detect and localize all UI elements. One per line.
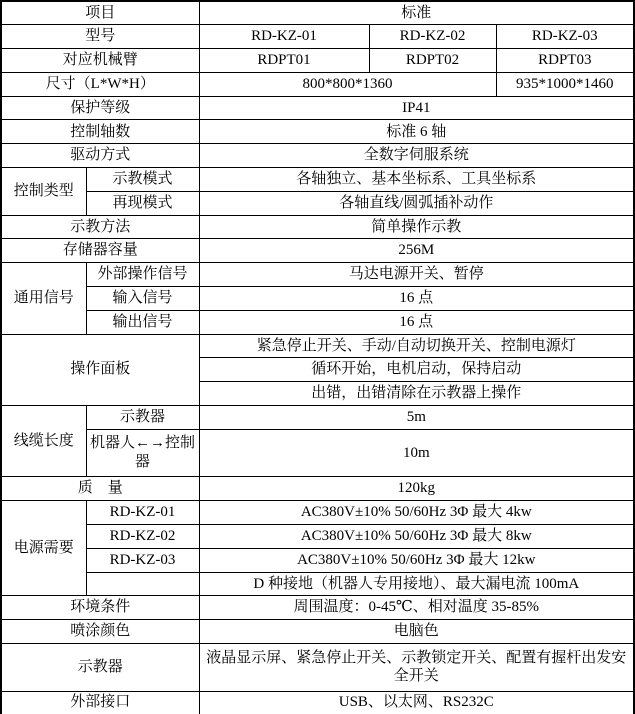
arm-value-cell: RDPT01 xyxy=(199,49,369,73)
interface-label-cell: 外部接口 xyxy=(1,691,199,714)
operation-panel-line-cell: 出错，出错清除在示教器上操作 xyxy=(199,382,634,406)
power-ground-value-cell: D 种接地（机器人专用接地）、最大漏电流 100mA xyxy=(199,572,634,596)
power-model-cell: RD-KZ-02 xyxy=(86,525,199,549)
protection-label-cell: 保护等级 xyxy=(1,96,199,120)
output-signal-value-cell: 16 点 xyxy=(199,310,634,334)
input-signal-value-cell: 16 点 xyxy=(199,287,634,311)
replay-mode-value-cell: 各轴直线/圆弧插补动作 xyxy=(199,191,634,215)
arm-value-cell: RDPT03 xyxy=(496,49,634,73)
header-standard-cell: 标准 xyxy=(199,1,634,25)
weight-label-cell: 质 量 xyxy=(1,477,199,501)
teach-method-label-cell: 示教方法 xyxy=(1,215,199,239)
operation-panel-line-cell: 紧急停止开关、手动/自动切换开关、控制电源灯 xyxy=(199,334,634,358)
power-model-cell: RD-KZ-03 xyxy=(86,548,199,572)
model-value-cell: RD-KZ-03 xyxy=(496,25,634,49)
weight-value-cell: 120kg xyxy=(199,477,634,501)
power-value-cell: AC380V±10% 50/60Hz 3Φ 最大 4kw xyxy=(199,501,634,525)
power-value-cell: AC380V±10% 50/60Hz 3Φ 最大 8kw xyxy=(199,525,634,549)
power-value-cell: AC380V±10% 50/60Hz 3Φ 最大 12kw xyxy=(199,548,634,572)
memory-value-cell: 256M xyxy=(199,239,634,263)
teach-method-value-cell: 简单操作示教 xyxy=(199,215,634,239)
drive-label-cell: 驱动方式 xyxy=(1,144,199,168)
arm-label-cell: 对应机械臂 xyxy=(1,49,199,73)
protection-value-cell: IP41 xyxy=(199,96,634,120)
environment-label-cell: 环境条件 xyxy=(1,596,199,620)
operation-panel-label-cell: 操作面板 xyxy=(1,334,199,405)
header-item-cell: 项目 xyxy=(1,1,199,25)
size-value-cell: 800*800*1360 xyxy=(199,72,496,96)
model-label-cell: 型号 xyxy=(1,25,199,49)
paint-color-value-cell: 电脑色 xyxy=(199,620,634,644)
robot-controller-cable-label-cell: 机器人←→控制器 xyxy=(86,429,199,477)
replay-mode-label-cell: 再现模式 xyxy=(86,191,199,215)
axes-value-cell: 标准 6 轴 xyxy=(199,120,634,144)
pendant-label-cell: 示教器 xyxy=(1,644,199,692)
model-value-cell: RD-KZ-01 xyxy=(199,25,369,49)
pendant-cable-label-cell: 示教器 xyxy=(86,406,199,430)
environment-value-cell: 周围温度：0-45℃、相对温度 35-85% xyxy=(199,596,634,620)
output-signal-label-cell: 输出信号 xyxy=(86,310,199,334)
cable-length-label-cell: 线缆长度 xyxy=(1,406,86,477)
axes-label-cell: 控制轴数 xyxy=(1,120,199,144)
robot-controller-cable-value-cell: 10m xyxy=(199,429,634,477)
control-type-label-cell: 控制类型 xyxy=(1,168,86,216)
size-label-cell: 尺寸（L*W*H） xyxy=(1,72,199,96)
teach-mode-value-cell: 各轴独立、基本坐标系、工具坐标系 xyxy=(199,168,634,192)
teach-mode-label-cell: 示教模式 xyxy=(86,168,199,192)
power-model-cell: RD-KZ-01 xyxy=(86,501,199,525)
general-signal-label-cell: 通用信号 xyxy=(1,263,86,334)
input-signal-label-cell: 输入信号 xyxy=(86,287,199,311)
external-signal-value-cell: 马达电源开关、暂停 xyxy=(199,263,634,287)
interface-value-cell: USB、以太网、RS232C xyxy=(199,691,634,714)
operation-panel-line-cell: 循环开始，电机启动，保持启动 xyxy=(199,358,634,382)
drive-value-cell: 全数字伺服系统 xyxy=(199,144,634,168)
size-value-cell: 935*1000*1460 xyxy=(496,72,634,96)
external-signal-label-cell: 外部操作信号 xyxy=(86,263,199,287)
model-value-cell: RD-KZ-02 xyxy=(369,25,496,49)
power-ground-label-cell xyxy=(86,572,199,596)
memory-label-cell: 存储器容量 xyxy=(1,239,199,263)
power-label-cell: 电源需要 xyxy=(1,501,86,596)
paint-color-label-cell: 喷涂颜色 xyxy=(1,620,199,644)
arm-value-cell: RDPT02 xyxy=(369,49,496,73)
pendant-value-cell: 液晶显示屏、紧急停止开关、示教锁定开关、配置有握杆出发安全开关 xyxy=(199,644,634,692)
pendant-cable-value-cell: 5m xyxy=(199,406,634,430)
